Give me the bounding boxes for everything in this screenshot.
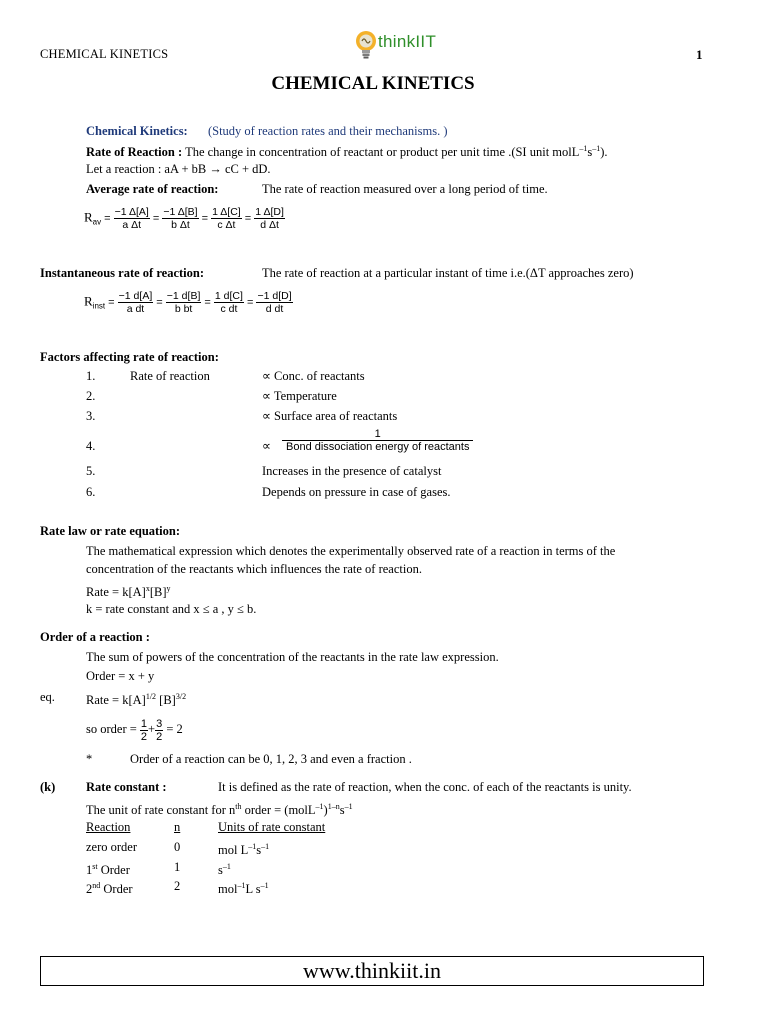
half-fraction: $\frac{1}{2}$ <box>140 717 148 743</box>
factor-no: 4. <box>86 439 96 453</box>
eq-rate-expr: Rate = k[A] <box>86 693 146 707</box>
footer-box <box>40 956 704 986</box>
factor-no: 3. <box>86 409 96 423</box>
k-marker: (k) <box>40 780 56 794</box>
page-number: 1 <box>696 47 703 62</box>
ck-label: Chemical Kinetics: <box>86 124 188 138</box>
ratelaw-line2: concentration of the reactants which influences the rate of reaction. <box>86 562 422 576</box>
inst-lhs: R <box>84 293 93 309</box>
inst-lhs-sub: inst <box>92 301 106 311</box>
avg-term: $\frac{1 \Delta[D]}{\text{d Δt}}$ <box>255 206 284 231</box>
table-row-units: mol $L^{-1}s^{-1}$ <box>218 842 270 857</box>
avg-term: $\frac{-1 \Delta[A]}{\text{a Δt}}$ <box>114 206 149 231</box>
factors-heading: Factors affecting rate of reaction: <box>40 350 219 364</box>
unit-sup3: –1 <box>344 802 353 811</box>
bond-frac-den: Bond dissociation energy of reactants <box>286 441 470 453</box>
avg-term: $\frac{-1 \Delta[B]}{\text{b Δt}}$ <box>163 206 198 231</box>
footer-url[interactable]: www.thinkiit.in <box>303 958 441 983</box>
thinkiit-logo <box>354 28 464 66</box>
running-header: CHEMICAL KINETICS <box>40 47 169 61</box>
ratelaw-heading: Rate law or rate equation: <box>40 524 181 538</box>
ror-text: The change in concentration of reactant or product per unit time .(SI unit molL <box>185 145 580 159</box>
eq-sup1: 1/2 <box>145 692 157 701</box>
unit-a: The unit of rate constant for n <box>86 803 236 817</box>
bond-frac-num: 1 <box>282 428 473 441</box>
table-row-n: 1 <box>174 860 181 874</box>
table-row-reaction: 1st Order <box>86 862 130 877</box>
so-order <box>86 712 183 746</box>
factor-no: 5. <box>86 464 96 478</box>
ratelaw-rate <box>86 580 170 601</box>
bond-energy-fraction <box>282 428 473 453</box>
avg-term: $\frac{1 \Delta[C]}{\text{c Δt}}$ <box>212 206 241 231</box>
ror-sup2: –1 <box>592 144 601 153</box>
avg-rate-equation: $R_{av}$ = $\frac{-1 \Delta[A]}{\text{a Δt}}$ = $\frac{-1 \Delta[B]}{\text{b Δt}}$ = $\frac{1 \Delta[C]}{\text{c Δt}}$ = $\frac{1 \Delta[D]}{\text{d Δt}}$ <box>84 206 284 231</box>
inst-term: $\frac{1 d[C]}{\text{c dt}}$ <box>214 290 243 315</box>
ror-mid: s <box>587 145 593 159</box>
table-row-reaction: zero order <box>86 840 138 854</box>
eq-mid: [B] <box>156 693 176 707</box>
table-row-units: $s^{-1}$ <box>218 862 231 877</box>
factor-right: Increases in the presence of catalyst <box>262 464 442 478</box>
avg-label: Average rate of reaction: <box>86 182 219 196</box>
order-line1: The sum of powers of the concentration of the reactants in the rate law expression. <box>86 650 499 664</box>
avg-lhs: R <box>84 209 93 225</box>
table-row-reaction: 2nd Order <box>86 881 133 896</box>
rate-x: x <box>145 584 150 593</box>
unit-d: s <box>339 803 345 817</box>
ror-line <box>86 140 608 161</box>
avg-lhs-sub: av <box>92 217 102 227</box>
unit-th: th <box>235 802 242 811</box>
ratelaw-line1: The mathematical expression which denotes the experimentally observed rate of a reaction in terms of the <box>86 544 616 558</box>
table-header-units: Units of rate constant <box>218 820 326 834</box>
lightbulb-icon <box>354 28 378 62</box>
ck-text: (Study of reaction rates and their mechanisms. ) <box>207 124 448 138</box>
table-header-reaction: Reaction <box>86 820 131 834</box>
inst-term: $\frac{-1 d[D]}{\text{d dt}}$ <box>257 290 292 315</box>
table-header-n: n <box>174 820 181 834</box>
rateconst-text: It is defined as the rate of reaction, when the conc. of each of the reactants is unity. <box>218 780 632 794</box>
table-row-n: 0 <box>174 840 181 854</box>
table-row-units: mol$^{-1}$L $s^{-1}$ <box>218 881 269 896</box>
ror-label: Rate of Reaction : <box>86 145 183 159</box>
unit-c: ) <box>323 803 328 817</box>
so-order-label: so order = <box>86 722 137 736</box>
factor-no: 6. <box>86 485 96 499</box>
let-reaction: Let a reaction : aA + bB → cC + dD. <box>86 162 271 176</box>
rate-expr: Rate = k[A] <box>86 585 146 599</box>
unit-sup2: 1–n <box>327 802 340 811</box>
factor-no: 1. <box>86 369 96 383</box>
factor-no: 2. <box>86 389 96 403</box>
inst-text: The rate of reaction at a particular instant of time i.e.(ΔT approaches zero) <box>262 266 634 280</box>
three-half-fraction: $\frac{3}{2}$ <box>156 717 163 743</box>
eq-sup2: 3/2 <box>175 692 187 701</box>
inst-rate-equation: $R_{inst}$ = $\frac{-1 d[A]}{\text{a dt}}$ = $\frac{-1 d[B]}{\text{b bt}}$ = $\frac{1 d[C]}{\text{c dt}}$ = $\frac{-1 d[D]}{\text{d dt}}$ <box>84 290 292 315</box>
page-title: CHEMICAL KINETICS <box>271 73 475 94</box>
inst-term: $\frac{-1 d[A]}{\text{a dt}}$ <box>118 290 153 315</box>
order-heading: Order of a reaction : <box>40 630 150 644</box>
factor-left: Rate of reaction <box>130 369 210 383</box>
avg-line <box>86 180 218 198</box>
inst-term: $\frac{-1 d[B]}{\text{b bt}}$ <box>166 290 201 315</box>
eq-label: eq. <box>40 690 55 704</box>
factor-right: ∝ Surface area of reactants <box>262 409 398 423</box>
avg-text: The rate of reaction measured over a long period of time. <box>262 182 548 196</box>
rate-mid: [B] <box>149 585 167 599</box>
inst-label: Instantaneous rate of reaction: <box>40 266 204 280</box>
star-marker: * <box>86 752 93 766</box>
factor-right: ∝ Conc. of reactants <box>262 369 365 383</box>
ror-end: ). <box>600 145 608 159</box>
rateconst-label: Rate constant : <box>86 780 167 794</box>
rate-y: y <box>166 584 171 593</box>
order-line2: Order = x + y <box>86 669 155 683</box>
plus-sign: + <box>148 722 156 736</box>
eq-rate <box>86 688 186 709</box>
rateconst-unit <box>86 798 353 819</box>
order-result: = 2 <box>166 722 183 736</box>
unit-sup1: –1 <box>315 802 324 811</box>
ratelaw-k: k = rate constant and x ≤ a , y ≤ b. <box>86 602 257 616</box>
order-note: Order of a reaction can be 0, 1, 2, 3 and even a fraction . <box>130 752 412 766</box>
ck-line <box>86 122 447 140</box>
table-row-n: 2 <box>174 879 181 893</box>
ror-sup1: –1 <box>579 144 588 153</box>
unit-b: order = (molL <box>241 803 316 817</box>
logo-text: thinkIIT <box>378 32 437 51</box>
factor-right: ∝ <box>262 439 271 453</box>
factor-right: Depends on pressure in case of gases. <box>262 485 451 499</box>
factor-right: ∝ Temperature <box>262 389 337 403</box>
